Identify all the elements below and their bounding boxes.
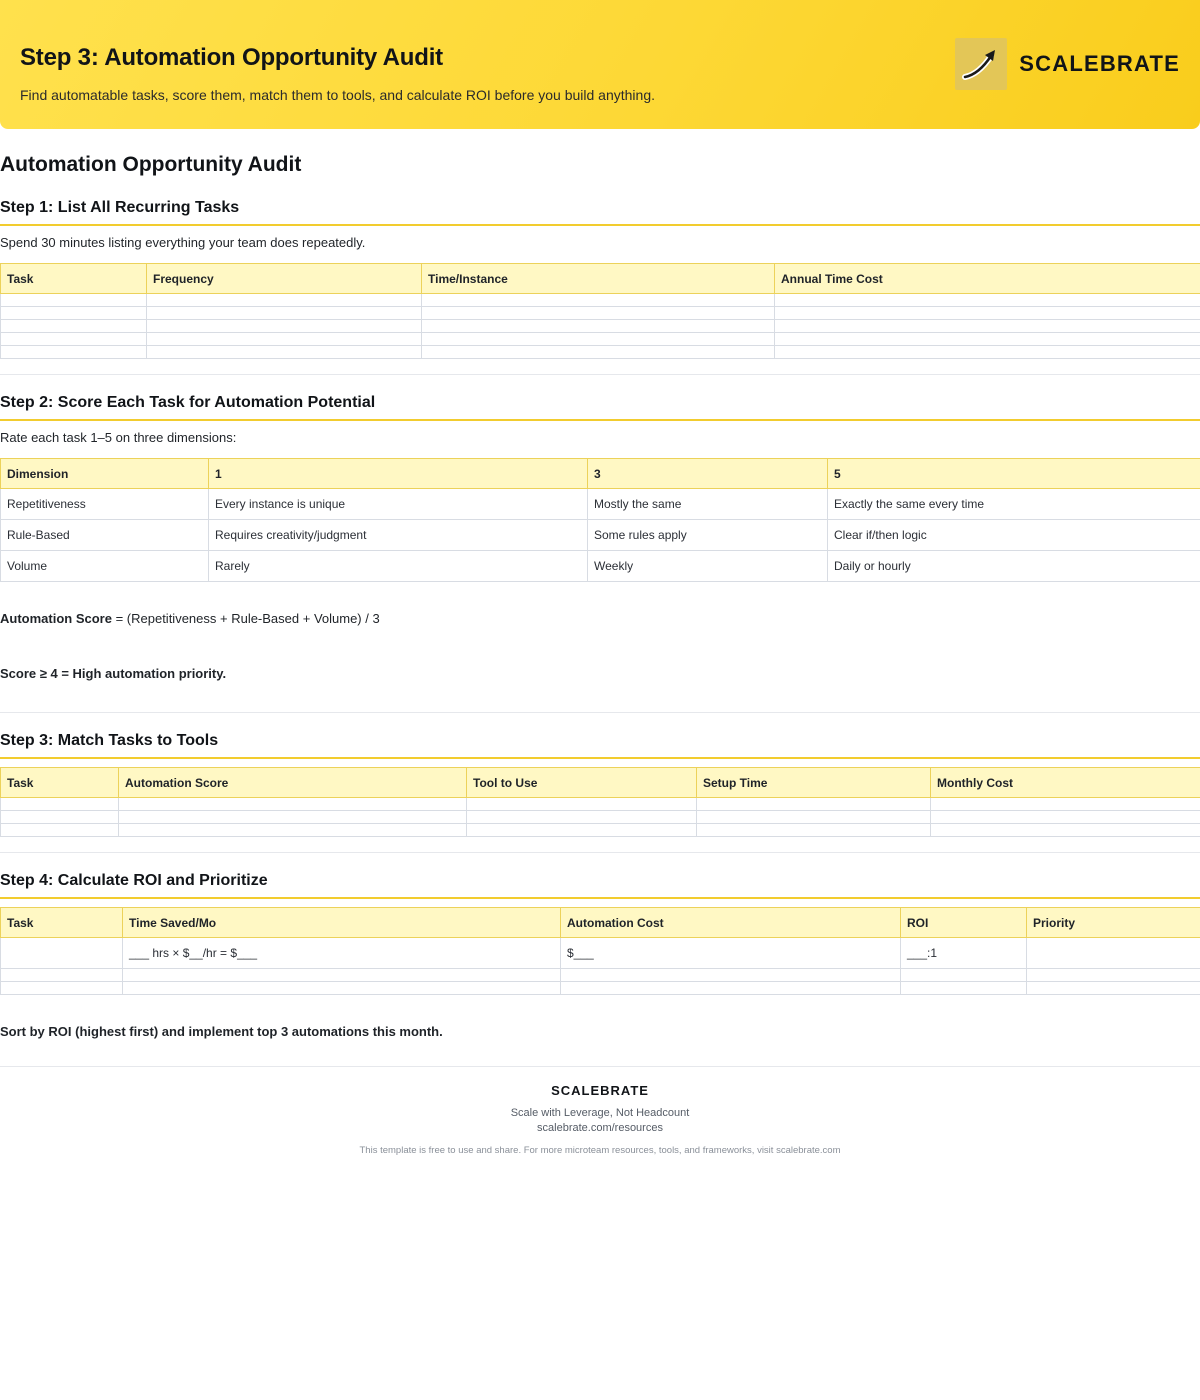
- table-row: [1, 969, 1200, 982]
- table-cell[interactable]: [147, 294, 422, 307]
- table-header-row: [1, 459, 1200, 489]
- column-header: 5: [828, 459, 1200, 489]
- table-cell[interactable]: [467, 824, 697, 837]
- column-header: Annual Time Cost: [775, 264, 1200, 294]
- column-header: Dimension: [1, 459, 209, 489]
- table-cell: Exactly the same every time: [828, 489, 1200, 520]
- step3-title: Step 3: Match Tasks to Tools: [0, 732, 1200, 759]
- table-cell[interactable]: [123, 969, 561, 982]
- table-cell: Repetitiveness: [1, 489, 209, 520]
- table-cell[interactable]: [422, 307, 775, 320]
- table-cell[interactable]: [1, 798, 119, 811]
- table-cell[interactable]: [931, 798, 1200, 811]
- table-cell[interactable]: [775, 320, 1200, 333]
- formula-text: = (Repetitiveness + Rule-Based + Volume) / 3: [111, 611, 380, 626]
- step2-intro: Rate each task 1–5 on three dimensions:: [0, 430, 237, 445]
- table-cell[interactable]: [775, 333, 1200, 346]
- footer-disclaimer: This template is free to use and share. For more microteam resources, tools, and frameworks, visit scalebrate.com: [359, 1145, 841, 1156]
- table-cell[interactable]: [931, 811, 1200, 824]
- table-cell[interactable]: [119, 811, 467, 824]
- table-cell: Volume: [1, 551, 209, 582]
- table-cell[interactable]: [123, 982, 561, 995]
- closing-note: Sort by ROI (highest first) and implement top 3 automations this month.: [0, 1024, 443, 1039]
- table-cell[interactable]: [1, 320, 147, 333]
- table-row: [1, 798, 1200, 811]
- table-row: [1, 982, 1200, 995]
- table-cell[interactable]: [561, 969, 901, 982]
- table-header-row: [1, 908, 1200, 938]
- table-cell[interactable]: [422, 320, 775, 333]
- table-row: [1, 811, 1200, 824]
- column-header: 1: [209, 459, 588, 489]
- rising-arrow-icon: [955, 38, 1007, 90]
- table-row: [1, 320, 1200, 333]
- recurring-tasks-table: [0, 263, 1200, 359]
- table-cell[interactable]: [422, 346, 775, 359]
- roi-table: [0, 907, 1200, 995]
- table-cell[interactable]: [1, 824, 119, 837]
- table-cell[interactable]: [1027, 982, 1200, 995]
- column-header: Automation Cost: [561, 908, 901, 938]
- table-cell[interactable]: [775, 294, 1200, 307]
- table-cell[interactable]: [467, 798, 697, 811]
- column-header: Monthly Cost: [931, 768, 1200, 798]
- step2-title: Step 2: Score Each Task for Automation Potential: [0, 394, 1200, 421]
- table-cell[interactable]: [147, 307, 422, 320]
- table-cell[interactable]: $___: [561, 938, 901, 969]
- footer-tagline: Scale with Leverage, Not Headcount: [510, 1107, 690, 1119]
- column-header: Task: [1, 908, 123, 938]
- tool-matching-table: [0, 767, 1200, 837]
- table-cell[interactable]: [1, 333, 147, 346]
- column-header: Task: [1, 264, 147, 294]
- table-cell[interactable]: [1, 294, 147, 307]
- table-cell[interactable]: ___:1: [901, 938, 1027, 969]
- table-header-row: [1, 264, 1200, 294]
- table-cell[interactable]: [697, 824, 931, 837]
- page-header: [0, 0, 1200, 129]
- table-cell: Rarely: [209, 551, 588, 582]
- column-header: Priority: [1027, 908, 1200, 938]
- table-row: [1, 489, 1200, 520]
- table-cell[interactable]: [1, 938, 123, 969]
- page-subtitle: Find automatable tasks, score them, match them to tools, and calculate ROI before you build anything.: [20, 87, 656, 103]
- column-header: 3: [588, 459, 828, 489]
- footer-url[interactable]: scalebrate.com/resources: [537, 1122, 663, 1134]
- table-cell[interactable]: [119, 824, 467, 837]
- table-row: [1, 551, 1200, 582]
- table-row: [1, 294, 1200, 307]
- column-header: Tool to Use: [467, 768, 697, 798]
- table-cell[interactable]: [901, 982, 1027, 995]
- table-cell[interactable]: [775, 346, 1200, 359]
- table-cell[interactable]: [697, 811, 931, 824]
- table-cell[interactable]: [1, 969, 123, 982]
- table-cell[interactable]: [1, 811, 119, 824]
- column-header: Task: [1, 768, 119, 798]
- table-cell: Rule-Based: [1, 520, 209, 551]
- document-body: [0, 153, 1200, 1156]
- table-cell: Clear if/then logic: [828, 520, 1200, 551]
- column-header: Frequency: [147, 264, 422, 294]
- table-cell[interactable]: [1, 346, 147, 359]
- table-cell[interactable]: [561, 982, 901, 995]
- table-cell: Every instance is unique: [209, 489, 588, 520]
- column-header: ROI: [901, 908, 1027, 938]
- table-cell[interactable]: [1027, 969, 1200, 982]
- table-header-row: [1, 768, 1200, 798]
- table-cell[interactable]: ___ hrs × $__/hr = $___: [123, 938, 561, 969]
- table-cell[interactable]: [775, 307, 1200, 320]
- brand-logo: [955, 38, 1180, 90]
- table-cell: Requires creativity/judgment: [209, 520, 588, 551]
- document-title: Automation Opportunity Audit: [0, 153, 302, 176]
- table-row: [1, 307, 1200, 320]
- table-row: [1, 346, 1200, 359]
- table-row: [1, 520, 1200, 551]
- brand-name: SCALEBRATE: [1019, 51, 1180, 76]
- table-cell[interactable]: [119, 798, 467, 811]
- table-cell[interactable]: [422, 333, 775, 346]
- table-cell[interactable]: [1, 307, 147, 320]
- table-cell[interactable]: [147, 320, 422, 333]
- formula-label: Automation Score: [0, 611, 112, 626]
- table-cell[interactable]: [147, 333, 422, 346]
- column-header: Time Saved/Mo: [123, 908, 561, 938]
- scoring-table: [0, 458, 1200, 582]
- table-cell[interactable]: [147, 346, 422, 359]
- step1-intro: Spend 30 minutes listing everything your team does repeatedly.: [0, 235, 366, 250]
- page-title: Step 3: Automation Opportunity Audit: [20, 44, 443, 71]
- column-header: Time/Instance: [422, 264, 775, 294]
- table-row: [1, 333, 1200, 346]
- table-cell: Mostly the same: [588, 489, 828, 520]
- step4-title: Step 4: Calculate ROI and Prioritize: [0, 872, 1200, 899]
- automation-score-formula: [0, 611, 1200, 626]
- table-cell[interactable]: [467, 811, 697, 824]
- priority-note: Score ≥ 4 = High automation priority.: [0, 666, 227, 681]
- column-header: Automation Score: [119, 768, 467, 798]
- table-cell[interactable]: [901, 969, 1027, 982]
- table-row: [1, 938, 1200, 969]
- table-cell[interactable]: [931, 824, 1200, 837]
- page-footer: [0, 1067, 1200, 1156]
- table-cell[interactable]: [697, 798, 931, 811]
- table-cell: Daily or hourly: [828, 551, 1200, 582]
- table-cell[interactable]: [1027, 938, 1200, 969]
- footer-brand: SCALEBRATE: [551, 1083, 649, 1098]
- table-cell[interactable]: [1, 982, 123, 995]
- table-row: [1, 824, 1200, 837]
- column-header: Setup Time: [697, 768, 931, 798]
- table-cell[interactable]: [422, 294, 775, 307]
- table-cell: Some rules apply: [588, 520, 828, 551]
- table-cell: Weekly: [588, 551, 828, 582]
- step1-title: Step 1: List All Recurring Tasks: [0, 199, 1200, 226]
